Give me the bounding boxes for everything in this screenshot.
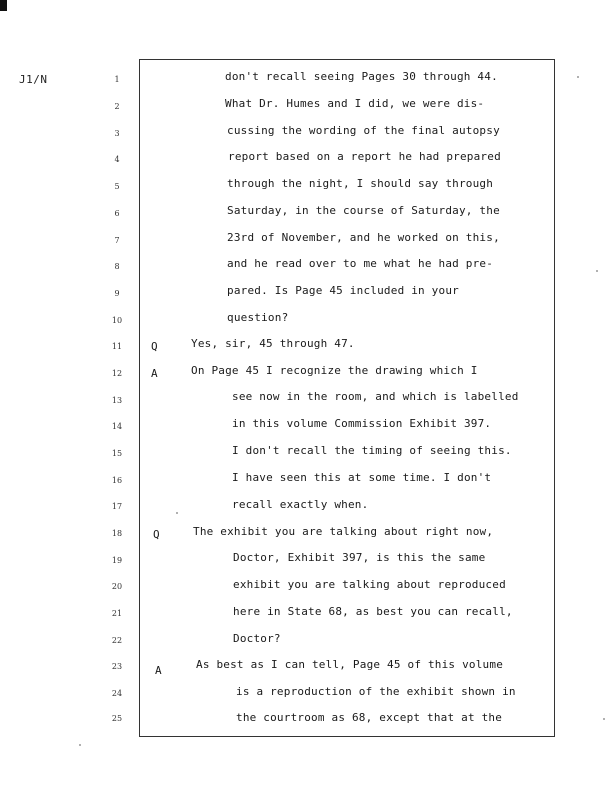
transcript-line: Saturday, in the course of Saturday, the [227, 204, 500, 217]
line-number: 4 [114, 155, 120, 164]
scan-speck [596, 270, 598, 272]
transcript-line: here in State 68, as best you can recall, [233, 605, 513, 618]
line-number: 2 [114, 102, 120, 111]
scan-speck [176, 512, 178, 514]
speaker-label-a: A [151, 367, 158, 380]
line-number: 18 [111, 529, 123, 538]
line-number: 8 [114, 262, 120, 271]
transcript-line: recall exactly when. [232, 498, 369, 511]
speaker-label-q: Q [151, 340, 158, 353]
line-number: 16 [111, 476, 123, 485]
transcript-line: in this volume Commission Exhibit 397. [232, 417, 492, 430]
line-number: 9 [114, 289, 120, 298]
transcript-line: I have seen this at some time. I don't [232, 471, 492, 484]
line-number: 14 [111, 422, 123, 431]
margin-box-right [554, 59, 555, 737]
transcript-line: Doctor? [233, 632, 281, 645]
transcript-line: report based on a report he had prepared [228, 150, 501, 163]
transcript-line: 23rd of November, and he worked on this, [227, 231, 500, 244]
line-number: 6 [114, 209, 120, 218]
transcript-line: Doctor, Exhibit 397, is this the same [233, 551, 486, 564]
transcript-line: pared. Is Page 45 included in your [227, 284, 459, 297]
transcript-line: cussing the wording of the final autopsy [227, 124, 500, 137]
page-stamp: J1/N [19, 73, 48, 86]
speaker-label-a: A [155, 664, 162, 677]
line-number: 24 [111, 689, 123, 698]
line-number: 7 [114, 236, 120, 245]
line-number: 21 [111, 609, 123, 618]
line-number: 10 [111, 316, 123, 325]
transcript-line: don't recall seeing Pages 30 through 44. [225, 70, 498, 83]
scan-speck [79, 744, 81, 746]
margin-box-left [139, 59, 140, 737]
line-number: 20 [111, 582, 123, 591]
line-number: 23 [111, 662, 123, 671]
scan-speck [577, 76, 579, 78]
transcript-line: the courtroom as 68, except that at the [236, 711, 503, 724]
transcript-line: As best as I can tell, Page 45 of this volume [196, 658, 504, 671]
line-number: 13 [111, 396, 123, 405]
line-number: 15 [111, 449, 123, 458]
transcript-line: and he read over to me what he had pre- [227, 257, 494, 270]
margin-box-top [139, 59, 554, 60]
transcript-line: question? [227, 311, 289, 324]
speaker-label-q: Q [153, 528, 160, 541]
transcript-line: What Dr. Humes and I did, we were dis- [225, 97, 485, 110]
corner-mark [0, 0, 7, 11]
line-number: 11 [111, 342, 123, 351]
line-number: 22 [111, 636, 123, 645]
margin-box-bottom [139, 736, 554, 737]
line-number: 25 [111, 714, 123, 723]
line-number: 19 [111, 556, 123, 565]
transcript-line: exhibit you are talking about reproduced [233, 578, 506, 591]
transcript-line: through the night, I should say through [227, 177, 494, 190]
line-number: 5 [114, 182, 120, 191]
line-number: 3 [114, 129, 120, 138]
transcript-line: see now in the room, and which is labelled [232, 390, 519, 403]
line-number: 12 [111, 369, 123, 378]
transcript-line: is a reproduction of the exhibit shown in [236, 685, 516, 698]
line-number: 1 [114, 75, 120, 84]
scan-speck [603, 718, 605, 720]
transcript-line: On Page 45 I recognize the drawing which I [191, 364, 478, 377]
transcript-line: I don't recall the timing of seeing this. [232, 444, 512, 457]
transcript-line: The exhibit you are talking about right now, [193, 525, 494, 538]
transcript-line: Yes, sir, 45 through 47. [191, 337, 355, 350]
line-number: 17 [111, 502, 123, 511]
